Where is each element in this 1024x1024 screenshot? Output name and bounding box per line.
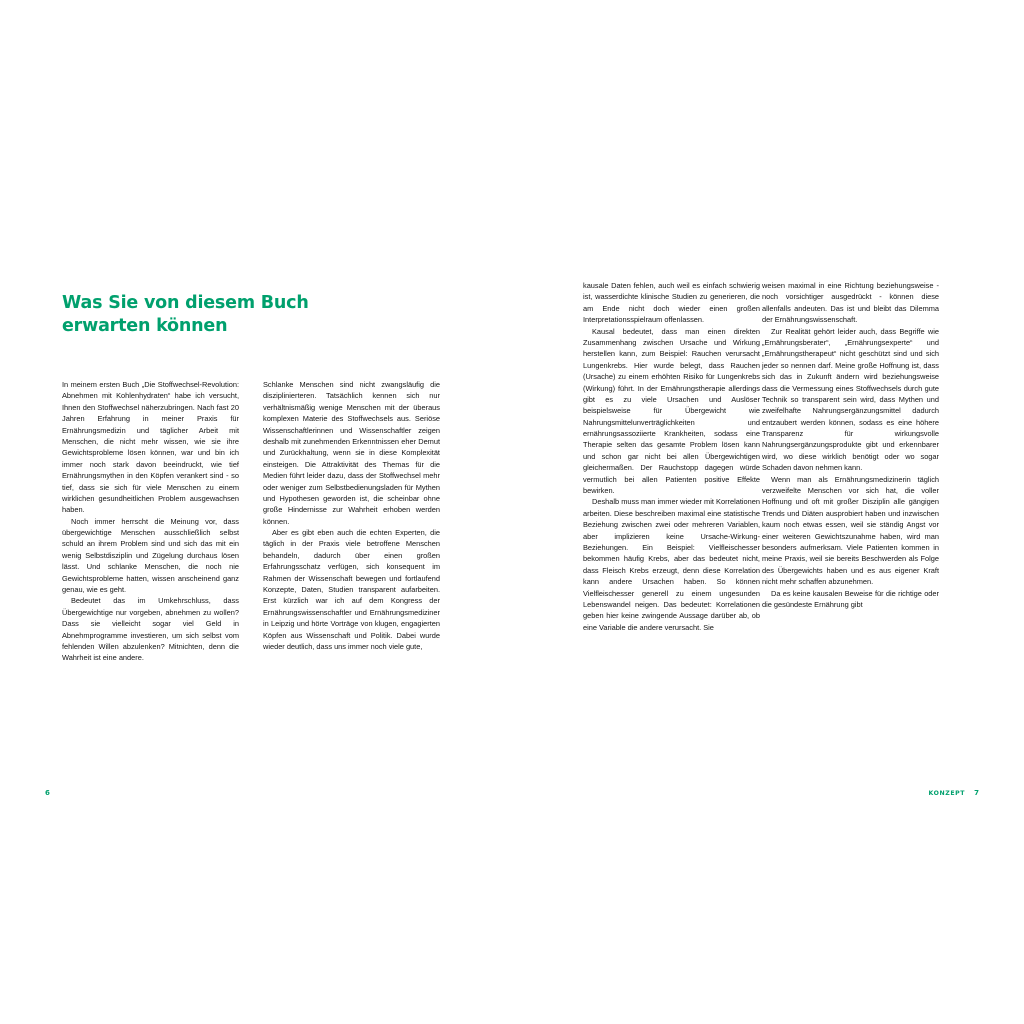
text-column-1 [62,379,239,664]
paragraph: Bedeutet das im Umkehrschluss, dass Übergewichtige nur vorgeben, abnehmen zu wollen? Dass sie vielleicht sogar viel Geld in Abnehmprogramme investieren, um sich selbst vom fehlenden Willen abzulenken? Mitnichten, denn die Wahrheit ist eine andere. [62,596,239,663]
page-title [62,292,322,339]
paragraph: In meinem ersten Buch „Die Stoffwechsel-Revolution: Abnehmen mit Kohlenhydraten“ habe ich versucht, Ihnen den Stoffwechsel näherzubringen. Nach fast 20 Jahren Erfahrung in meiner Praxis für Ernährungsmedizin und täglicher Arbeit mit Menschen, die nicht mehr wissen, wie sie ihre Gewichtsprobleme lösen können, war und bin ich immer noch stark davon beeindruckt, wie tief Ernährungsmythen in den Köpfen verankert sind - so tief, dass sie sich für viele Menschen zu einem wirklichen gesundheitlichen Problem ausgewachsen haben. [62,380,239,515]
paragraph: Schlanke Menschen sind nicht zwangsläufig die disziplinierteren. Tatsächlich kennen sich nur verhältnismäßig wenige Menschen mit der überaus komplexen Materie des Stoffwechsels aus. Seriöse Wissenschaftlerinnen und Wissenschaftler zeigen deshalb mit zunehmenden Erkenntnissen eher Demut und Zurückhaltung, wenn sie in diese Komplexität einsteigen. Die Attraktivität des Themas für die Medien führt leider dazu, dass der Stoffwechsel mehr oder weniger zum Selbstbedienungsladen für Mythen und Hypothesen geworden ist, die scheinbar ohne große Hindernisse zur Wahrheit erhoben werden können. [263,380,440,526]
page-title-line-2: erwarten können [62,315,228,336]
folio-right [0,789,979,1024]
page-number-right: 7 [974,789,979,797]
paragraph: Noch immer herrscht die Meinung vor, dass übergewichtige Menschen ausschließlich selbst schuld an ihrem Problem sind und sich das mit ein wenig Selbstdisziplin und Zügelung durchaus lösen lässt. Und schlanke Menschen, die noch nie Gewichtsprobleme hatten, wissen anscheinend ganz genau, wie es geht. [62,516,239,595]
page-title-line-1: Was Sie von diesem Buch [62,292,309,313]
page-number-left: 6 [45,789,50,797]
paragraph: Kausal bedeutet, dass man einen direkten Zusammenhang zwischen Ursache und Wirkung herstellen kann, zum Beispiel: Rauchen verursacht Lungenkrebs. Hier wurde belegt, dass Rauchen (Ursache) zu einem erhöhten Risiko für Lungenkrebs (Wirkung) führt. In der Ernährungstherapie allerdings gibt es zu viele Ursachen und Auslöser beispielsweise für Übergewicht wie Nahrungsmittelunverträglichkeiten und ernährungsassoziierte Krankheiten, sodass eine Therapie selten das gesamte Problem lösen kann und schon gar nicht bei allen Übergewichtigen gleichermaßen. Der Rauchstopp dagegen würde vermutlich bei allen Patienten positive Effekte bewirken. [583,326,760,496]
paragraph: Deshalb muss man immer wieder mit Korrelationen arbeiten. Diese beschreiben maximal eine statistische Beziehung zwischen zwei oder mehreren Variablen, aber implizieren keine Ursache-Wirkung-Beziehungen. Ein Beispiel: Vielfleischesser bekommen häufig Krebs, aber das bedeutet nicht, dass Fleisch Krebs erzeugt, denn diese Korrelation kann andere Ursachen haben. So können Vielfleischesser generell zu einem ungesunden Lebenswandel neigen. Das bedeutet: Korrelationen geben hier keine zwingende Aussage darüber ab, ob eine Variable die andere verursacht. Sie [583,497,760,632]
chapter-label: KONZEPT [928,790,966,797]
paragraph: weisen maximal in eine Richtung beziehungsweise - noch vorsichtiger ausgedrückt - können diese allenfalls andeuten. Das ist und bleibt das Dilemma der Ernährungswissenschaft. [762,281,939,325]
paragraph: Aber es gibt eben auch die echten Experten, die täglich in der Praxis viele betroffene Menschen behandeln, dadurch über einen großen Erfahrungsschatz verfügen, sich konsequent im Rahmen der Wissenschaft bewegen und fortlaufend Konzepte, Daten, Studien transparent aufarbeiten. Erst kürzlich war ich auf dem Kongress der Ernährungswissenschaftler und Ernährungsmediziner in Leipzig und hörte Vorträge von klugen, engagierten Köpfen aus Wissenschaft und Politik. Dabei wurde wieder deutlich, dass uns immer noch viele gute, [263,528,440,651]
paragraph: Da es keine kausalen Beweise für die richtige oder die gesündeste Ernährung gibt [762,588,939,609]
text-column-4 [762,280,939,610]
paragraph: Zur Realität gehört leider auch, dass Begriffe wie „Ernährungsberater“, „Ernährungsexperte“ und „Ernährungstherapeut“ nicht geschützt sind und sich jeder so nennen darf. Meine große Hoffnung ist, dass sich das in Zukunft ändern wird beziehungsweise dass die Vermessung eines Stoffwechsels durch gute Technik so transparent sein wird, dass Mythen und zweifelhafte Nahrungsergänzungsmittel dadurch entzaubert werden können, sodass es eine höhere Transparenz für wirkungsvolle Nahrungsergänzungsprodukte gibt und erkennbarer wird, wo diese wirklich benötigt oder wo sogar Schaden davon nehmen kann. [762,326,939,473]
paragraph: Wenn man als Ernährungsmedizinerin täglich verzweifelte Menschen vor sich hat, die voller Hoffnung und oft mit großer Disziplin alle gängigen Trends und Diäten ausprobiert haben und inzwischen kaum noch etwas essen, weil sie ständig Angst vor einer weiteren Gewichtszunahme haben, wird man besonders aufmerksam. Viele Patienten kommen in meine Praxis, weil sie bereits Beschwerden als Folge des Übergewichts haben und es aus eigener Kraft nicht mehr schaffen abzunehmen. [762,474,939,587]
paragraph: kausale Daten fehlen, auch weil es einfach schwierig ist, wasserdichte klinische Studien zu generieren, die am Ende nicht doch wieder einen großen Interpretationsspielraum offenlassen. [583,281,760,325]
text-column-2 [263,379,440,652]
text-column-3 [583,280,760,633]
